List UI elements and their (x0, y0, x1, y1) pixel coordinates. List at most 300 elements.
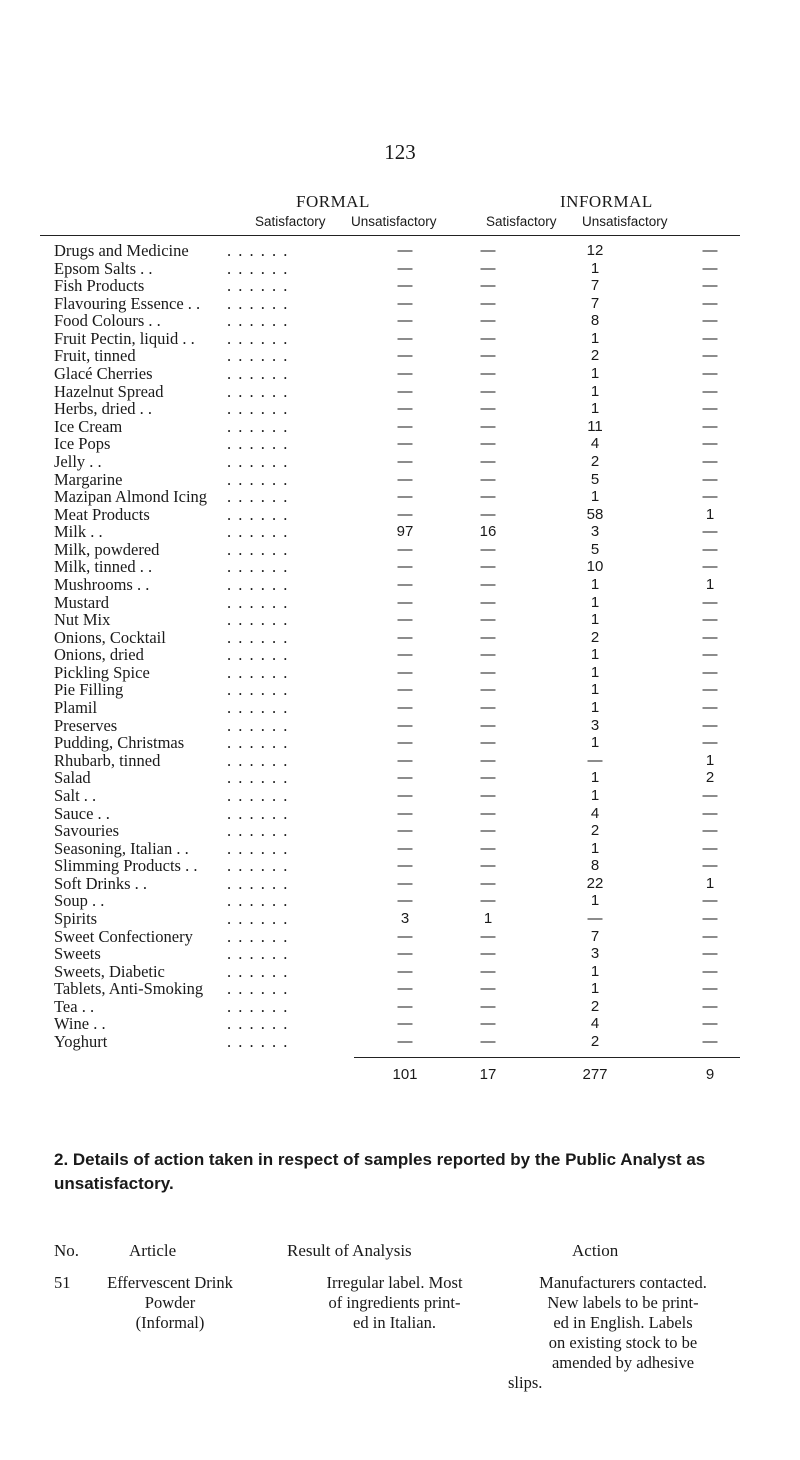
formal-satisfactory-cell: 3 (400, 909, 410, 927)
leader-dots: . . . . . . (227, 346, 289, 366)
informal-satisfactory-cell: 2 (590, 997, 600, 1015)
formal-unsatisfactory-cell: — (480, 417, 496, 435)
table-row (0, 699, 800, 717)
action-line: on existing stock to be (548, 1333, 698, 1352)
article-name: Sweet Confectionery (54, 926, 193, 946)
formal-satisfactory-cell: — (397, 417, 413, 435)
informal-satisfactory-cell: 1 (590, 839, 600, 857)
leader-dots: . . . . . . (227, 241, 289, 260)
table-row (0, 506, 800, 524)
informal-unsatisfactory-cell: 2 (705, 769, 715, 787)
formal-satisfactory-cell: — (397, 786, 413, 804)
formal-satisfactory-cell: — (397, 611, 413, 629)
informal-satisfactory-header: Satisfactory (486, 214, 557, 229)
article-name: Jelly . . (54, 451, 102, 471)
table-row (0, 594, 800, 612)
page-number: 123 (384, 140, 416, 164)
formal-unsatisfactory-cell: — (480, 945, 496, 963)
table-row (0, 418, 800, 436)
informal-unsatisfactory-cell: — (702, 786, 718, 804)
total-formal-unsatisfactory: 17 (479, 1066, 497, 1083)
formal-unsatisfactory-cell: — (480, 329, 496, 347)
informal-unsatisfactory-cell: — (702, 277, 718, 295)
formal-satisfactory-cell: — (397, 470, 413, 488)
col-result: Result of Analysis (287, 1241, 412, 1260)
informal-satisfactory-cell: 4 (590, 1015, 600, 1033)
informal-unsatisfactory-cell: — (702, 611, 718, 629)
leader-dots: . . . . . . (227, 504, 289, 524)
informal-satisfactory-cell: 1 (590, 611, 600, 629)
formal-unsatisfactory-cell: — (480, 699, 496, 717)
informal-satisfactory-cell: 10 (586, 558, 604, 576)
formal-header: FORMAL (296, 192, 370, 211)
informal-satisfactory-cell: 5 (590, 470, 600, 488)
formal-unsatisfactory-cell: — (480, 294, 496, 312)
article-name: Flavouring Essence . . (54, 293, 201, 313)
article-name: Epsom Salts . . (54, 258, 153, 278)
article-name: Wine . . (54, 1014, 106, 1034)
informal-satisfactory-cell: 2 (590, 628, 600, 646)
formal-unsatisfactory-header: Unsatisfactory (351, 214, 437, 229)
article-name: Plamil (54, 698, 98, 718)
formal-unsatisfactory-cell: — (480, 646, 496, 664)
formal-unsatisfactory-cell: — (480, 997, 496, 1015)
informal-unsatisfactory-cell: — (702, 382, 718, 400)
leader-dots: . . . . . . (227, 451, 289, 471)
informal-satisfactory-cell: — (587, 909, 603, 927)
informal-unsatisfactory-cell: — (702, 540, 718, 558)
table-row (0, 558, 800, 576)
formal-satisfactory-cell: — (397, 663, 413, 681)
formal-unsatisfactory-cell: — (480, 611, 496, 629)
formal-unsatisfactory-cell: — (480, 470, 496, 488)
table-row (0, 734, 800, 752)
leader-dots: . . . . . . (227, 873, 289, 893)
informal-unsatisfactory-cell: — (702, 329, 718, 347)
informal-satisfactory-cell: 1 (590, 980, 600, 998)
leader-dots: . . . . . . (227, 522, 289, 542)
formal-unsatisfactory-cell: — (480, 1033, 496, 1051)
formal-unsatisfactory-cell: — (480, 558, 496, 576)
informal-satisfactory-cell: 12 (586, 242, 604, 259)
formal-satisfactory-cell: — (397, 699, 413, 717)
leader-dots: . . . . . . (227, 785, 289, 805)
formal-satisfactory-cell: — (397, 839, 413, 857)
informal-unsatisfactory-cell: — (702, 909, 718, 927)
col-article: Article (129, 1241, 177, 1260)
informal-satisfactory-cell: 2 (590, 347, 600, 365)
informal-satisfactory-cell: 1 (590, 400, 600, 418)
informal-satisfactory-cell: 11 (587, 417, 603, 435)
formal-satisfactory-cell: — (397, 277, 413, 295)
article-name: Pie Filling (54, 680, 124, 700)
article-name: Food Colours . . (54, 311, 161, 331)
table-row (0, 945, 800, 963)
formal-satisfactory-cell: — (397, 980, 413, 998)
formal-unsatisfactory-cell: — (480, 716, 496, 734)
total-informal-satisfactory: 277 (582, 1066, 608, 1083)
table-row (0, 471, 800, 489)
formal-unsatisfactory-cell: — (480, 734, 496, 752)
formal-unsatisfactory-cell: — (480, 593, 496, 611)
formal-unsatisfactory-cell: — (480, 962, 496, 980)
table-row (0, 910, 800, 928)
samples-table (0, 242, 800, 1051)
table-row (0, 330, 800, 348)
article-name: Ice Cream (54, 416, 123, 436)
table-row (0, 822, 800, 840)
formal-satisfactory-cell: — (397, 312, 413, 330)
formal-satisfactory-cell: — (397, 857, 413, 875)
article-name: Soft Drinks . . (54, 873, 148, 893)
table-row (0, 681, 800, 699)
article-name: Sauce . . (54, 803, 110, 823)
article-name: Hazelnut Spread (54, 381, 164, 401)
formal-unsatisfactory-cell: — (480, 927, 496, 945)
article-name: Salad (54, 768, 91, 788)
table-row (0, 312, 800, 330)
leader-dots: . . . . . . (227, 821, 289, 841)
entry-result (287, 1273, 502, 1333)
informal-satisfactory-cell: 2 (590, 452, 600, 470)
formal-satisfactory-cell: — (397, 804, 413, 822)
formal-unsatisfactory-cell: — (480, 575, 496, 593)
table-row (0, 752, 800, 770)
leader-dots: . . . . . . (227, 610, 289, 630)
informal-unsatisfactory-cell: — (702, 734, 718, 752)
informal-unsatisfactory-cell: — (702, 312, 718, 330)
formal-satisfactory-cell: — (397, 259, 413, 277)
article-name: Fish Products (54, 276, 145, 296)
leader-dots: . . . . . . (227, 891, 289, 911)
article-name: Margarine (54, 469, 123, 489)
article-name: Ice Pops (54, 434, 111, 454)
formal-satisfactory-cell: — (397, 382, 413, 400)
article-name: Glacé Cherries (54, 364, 153, 384)
entry-article (75, 1273, 265, 1333)
section-heading: 2. Details of action taken in respect of samples reported by the Public Analyst as unsatisfactory. (54, 1150, 706, 1193)
leader-dots: . . . . . . (227, 293, 289, 313)
article-name: Salt . . (54, 785, 97, 805)
leader-dots: . . . . . . (227, 539, 289, 559)
informal-unsatisfactory-cell: — (702, 927, 718, 945)
formal-unsatisfactory-cell: — (480, 400, 496, 418)
entry-no: 51 (54, 1273, 71, 1292)
article-name: Fruit, tinned (54, 346, 136, 366)
formal-satisfactory-cell: — (397, 540, 413, 558)
leader-dots: . . . . . . (227, 627, 289, 647)
informal-unsatisfactory-cell: — (702, 523, 718, 541)
informal-unsatisfactory-cell: 1 (705, 505, 715, 523)
informal-satisfactory-cell: 1 (590, 329, 600, 347)
informal-unsatisfactory-cell: — (702, 681, 718, 699)
formal-unsatisfactory-cell: — (480, 277, 496, 295)
informal-unsatisfactory-cell: — (702, 980, 718, 998)
formal-unsatisfactory-cell: — (480, 681, 496, 699)
leader-dots: . . . . . . (227, 399, 289, 419)
article-name: Tea . . (54, 996, 95, 1016)
informal-unsatisfactory-cell: — (702, 945, 718, 963)
formal-unsatisfactory-cell: — (480, 382, 496, 400)
article-name: Herbs, dried . . (54, 399, 153, 419)
informal-satisfactory-cell: 1 (590, 488, 600, 506)
informal-satisfactory-cell: 1 (590, 646, 600, 664)
leader-dots: . . . . . . (227, 276, 289, 296)
header-rule (40, 235, 740, 236)
leader-dots: . . . . . . (227, 698, 289, 718)
informal-unsatisfactory-cell: — (702, 242, 718, 259)
article-name: Tablets, Anti-Smoking (54, 979, 204, 999)
article-name: Rhubarb, tinned (54, 750, 161, 770)
formal-satisfactory-cell: — (397, 1015, 413, 1033)
informal-unsatisfactory-cell: — (702, 1015, 718, 1033)
leader-dots: . . . . . . (227, 926, 289, 946)
formal-satisfactory-cell: — (397, 681, 413, 699)
informal-unsatisfactory-cell: — (702, 857, 718, 875)
formal-unsatisfactory-cell: — (480, 822, 496, 840)
informal-satisfactory-cell: 1 (590, 769, 600, 787)
formal-unsatisfactory-cell: — (480, 804, 496, 822)
formal-satisfactory-cell: — (397, 505, 413, 523)
formal-unsatisfactory-cell: — (480, 839, 496, 857)
article-name: Seasoning, Italian . . (54, 838, 189, 858)
informal-satisfactory-cell: — (587, 751, 603, 769)
table-row (0, 963, 800, 981)
leader-dots: . . . . . . (227, 1014, 289, 1034)
leader-dots: . . . . . . (227, 1032, 289, 1052)
leader-dots: . . . . . . (227, 328, 289, 348)
leader-dots: . . . . . . (227, 487, 289, 507)
article-name: Pudding, Christmas (54, 733, 185, 753)
article-name: Soup . . (54, 891, 105, 911)
informal-satisfactory-cell: 7 (590, 927, 600, 945)
article-name: Sweets, Diabetic (54, 961, 165, 981)
informal-satisfactory-cell: 1 (590, 663, 600, 681)
informal-satisfactory-cell: 2 (590, 1033, 600, 1051)
article-name: Drugs and Medicine (54, 241, 189, 260)
article-name: Nut Mix (54, 610, 111, 630)
leader-dots: . . . . . . (227, 838, 289, 858)
total-informal-unsatisfactory: 9 (705, 1066, 715, 1083)
formal-satisfactory-cell: — (397, 769, 413, 787)
formal-satisfactory-cell: — (397, 294, 413, 312)
leader-dots: . . . . . . (227, 434, 289, 454)
table-row (0, 347, 800, 365)
leader-dots: . . . . . . (227, 961, 289, 981)
formal-unsatisfactory-cell: 1 (483, 909, 493, 927)
leader-dots: . . . . . . (227, 574, 289, 594)
formal-satisfactory-header: Satisfactory (255, 214, 326, 229)
col-no: No. (54, 1241, 80, 1260)
action-line: amended by adhesive (551, 1353, 695, 1372)
table-row (0, 840, 800, 858)
formal-satisfactory-cell: — (397, 242, 413, 259)
table-row (0, 857, 800, 875)
informal-satisfactory-cell: 4 (590, 804, 600, 822)
informal-satisfactory-cell: 58 (586, 505, 604, 523)
article-name: Slimming Products . . (54, 856, 198, 876)
article-name: Milk, tinned . . (54, 557, 153, 577)
table-row (0, 717, 800, 735)
result-line: of ingredients print- (328, 1293, 461, 1312)
formal-unsatisfactory-cell: — (480, 874, 496, 892)
leader-dots: . . . . . . (227, 803, 289, 823)
informal-satisfactory-cell: 4 (590, 435, 600, 453)
informal-unsatisfactory-cell: — (702, 646, 718, 664)
formal-unsatisfactory-cell: — (480, 628, 496, 646)
informal-unsatisfactory-cell: — (702, 259, 718, 277)
table-row (0, 787, 800, 805)
action-line: ed in English. Labels (553, 1313, 693, 1332)
table-row (0, 1033, 800, 1051)
informal-satisfactory-cell: 1 (590, 593, 600, 611)
table-row (0, 611, 800, 629)
formal-satisfactory-cell: — (397, 892, 413, 910)
totals-rule (354, 1057, 740, 1058)
informal-satisfactory-cell: 2 (590, 822, 600, 840)
formal-satisfactory-cell: — (397, 452, 413, 470)
table-row (0, 400, 800, 418)
informal-satisfactory-cell: 1 (590, 681, 600, 699)
formal-satisfactory-cell: — (397, 927, 413, 945)
article-name: Spirits (54, 908, 98, 928)
table-row (0, 646, 800, 664)
formal-unsatisfactory-cell: — (480, 786, 496, 804)
leader-dots: . . . . . . (227, 592, 289, 612)
formal-satisfactory-cell: — (397, 716, 413, 734)
article-line: Effervescent Drink (107, 1273, 233, 1292)
formal-satisfactory-cell: — (397, 593, 413, 611)
article-line: Powder (144, 1293, 196, 1312)
formal-unsatisfactory-cell: — (480, 259, 496, 277)
table-row (0, 523, 800, 541)
total-formal-satisfactory: 101 (392, 1066, 418, 1083)
leader-dots: . . . . . . (227, 996, 289, 1016)
article-name: Mazipan Almond Icing (54, 487, 208, 507)
informal-satisfactory-cell: 3 (590, 945, 600, 963)
informal-satisfactory-cell: 22 (586, 874, 604, 892)
informal-unsatisfactory-cell: — (702, 294, 718, 312)
informal-unsatisfactory-cell: — (702, 452, 718, 470)
informal-satisfactory-cell: 1 (590, 786, 600, 804)
leader-dots: . . . . . . (227, 662, 289, 682)
article-name: Yoghurt (54, 1032, 108, 1052)
informal-unsatisfactory-cell: — (702, 804, 718, 822)
article-name: Milk . . (54, 522, 103, 542)
informal-satisfactory-cell: 1 (590, 892, 600, 910)
informal-unsatisfactory-cell: — (702, 470, 718, 488)
formal-unsatisfactory-cell: — (480, 769, 496, 787)
result-line: ed in Italian. (353, 1313, 436, 1332)
formal-satisfactory-cell: — (397, 558, 413, 576)
formal-unsatisfactory-cell: — (480, 365, 496, 383)
formal-unsatisfactory-cell: — (480, 347, 496, 365)
formal-unsatisfactory-cell: — (480, 488, 496, 506)
table-row (0, 664, 800, 682)
informal-unsatisfactory-cell: 1 (705, 874, 715, 892)
leader-dots: . . . . . . (227, 381, 289, 401)
formal-unsatisfactory-cell: — (480, 312, 496, 330)
informal-unsatisfactory-cell: — (702, 822, 718, 840)
table-row (0, 629, 800, 647)
table-row (0, 365, 800, 383)
formal-satisfactory-cell: — (397, 488, 413, 506)
informal-satisfactory-cell: 7 (590, 277, 600, 295)
informal-unsatisfactory-cell: — (702, 839, 718, 857)
informal-unsatisfactory-cell: — (702, 663, 718, 681)
leader-dots: . . . . . . (227, 557, 289, 577)
informal-unsatisfactory-cell: — (702, 400, 718, 418)
table-row (0, 875, 800, 893)
leader-dots: . . . . . . (227, 645, 289, 665)
formal-unsatisfactory-cell: — (480, 857, 496, 875)
informal-satisfactory-cell: 1 (590, 699, 600, 717)
article-name: Preserves (54, 715, 118, 735)
formal-satisfactory-cell: — (397, 874, 413, 892)
informal-unsatisfactory-cell: — (702, 593, 718, 611)
article-name: Mustard (54, 592, 109, 612)
formal-satisfactory-cell: — (397, 628, 413, 646)
formal-unsatisfactory-cell: — (480, 242, 496, 259)
informal-unsatisfactory-cell: — (702, 628, 718, 646)
leader-dots: . . . . . . (227, 979, 289, 999)
informal-unsatisfactory-cell: — (702, 962, 718, 980)
informal-satisfactory-cell: 8 (590, 312, 600, 330)
informal-unsatisfactory-cell: — (702, 347, 718, 365)
formal-satisfactory-cell: — (397, 997, 413, 1015)
informal-satisfactory-cell: 1 (590, 365, 600, 383)
formal-satisfactory-cell: — (397, 962, 413, 980)
informal-unsatisfactory-cell: — (702, 558, 718, 576)
informal-satisfactory-cell: 1 (590, 575, 600, 593)
totals-row (0, 1066, 800, 1086)
result-line: Irregular label. Most (326, 1273, 463, 1292)
leader-dots: . . . . . . (227, 908, 289, 928)
informal-satisfactory-cell: 8 (590, 857, 600, 875)
informal-unsatisfactory-cell: — (702, 435, 718, 453)
article-name: Onions, dried (54, 645, 144, 665)
informal-unsatisfactory-cell: — (702, 1033, 718, 1051)
informal-satisfactory-cell: 1 (590, 382, 600, 400)
informal-satisfactory-cell: 3 (590, 523, 600, 541)
formal-unsatisfactory-cell: 16 (479, 523, 497, 541)
article-name: Meat Products (54, 504, 150, 524)
leader-dots: . . . . . . (227, 733, 289, 753)
table-row (0, 488, 800, 506)
leader-dots: . . . . . . (227, 680, 289, 700)
table-row (0, 928, 800, 946)
entry-action (508, 1273, 738, 1393)
action-line: Manufacturers contacted. (539, 1273, 707, 1292)
informal-unsatisfactory-cell: 1 (705, 751, 715, 769)
informal-unsatisfactory-cell: — (702, 892, 718, 910)
informal-header: INFORMAL (560, 192, 653, 211)
table-row (0, 242, 800, 260)
formal-satisfactory-cell: — (397, 347, 413, 365)
table-row (0, 1015, 800, 1033)
leader-dots: . . . . . . (227, 364, 289, 384)
article-name: Savouries (54, 821, 120, 841)
formal-unsatisfactory-cell: — (480, 980, 496, 998)
informal-unsatisfactory-cell: — (702, 716, 718, 734)
leader-dots: . . . . . . (227, 750, 289, 770)
formal-satisfactory-cell: — (397, 822, 413, 840)
formal-unsatisfactory-cell: — (480, 540, 496, 558)
formal-satisfactory-cell: — (397, 1033, 413, 1051)
leader-dots: . . . . . . (227, 311, 289, 331)
informal-unsatisfactory-cell: — (702, 417, 718, 435)
informal-satisfactory-cell: 1 (590, 962, 600, 980)
